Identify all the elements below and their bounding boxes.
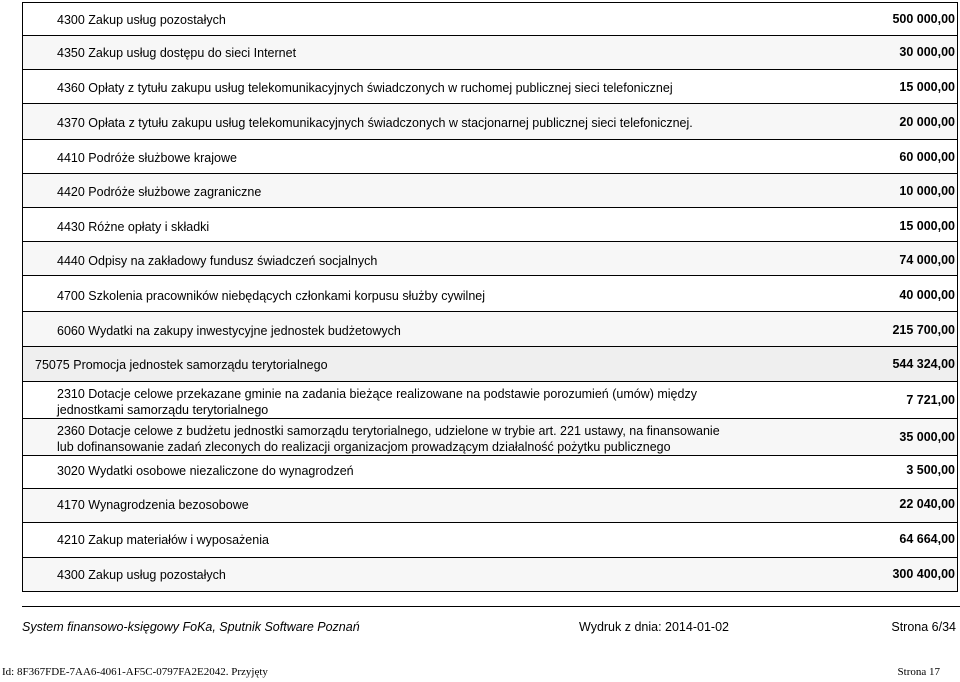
row-label: 4360 Opłaty z tytułu zakupu usług telekomunikacyjnych świadczonych w ruchomej publicznej sieci telefonicznej	[57, 81, 673, 95]
row-amount: 300 400,00	[892, 567, 955, 581]
table-row	[22, 2, 958, 36]
table-row	[22, 311, 958, 347]
row-amount: 500 000,00	[892, 12, 955, 26]
footer-page-number: Strona 6/34	[891, 620, 956, 634]
table-row	[22, 275, 958, 312]
table-row	[22, 455, 958, 489]
row-label: 2310 Dotacje celowe przekazane gminie na zadania bieżące realizowane na podstawie porozumień (umów) między jednostkami samorządu terytorialnego	[57, 387, 697, 417]
row-label: 4700 Szkolenia pracowników niebędących członkami korpusu służby cywilnej	[57, 289, 485, 303]
table-row	[22, 557, 958, 592]
row-amount: 64 664,00	[899, 532, 955, 546]
row-label: 4420 Podróże służbowe zagraniczne	[57, 185, 262, 199]
footer-system-name: System finansowo-księgowy FoKa, Sputnik Software Poznań	[22, 620, 360, 634]
table-row	[22, 173, 958, 208]
table-row	[22, 381, 958, 419]
row-label: 4410 Podróże służbowe krajowe	[57, 151, 237, 165]
row-label: 4300 Zakup usług pozostałych	[57, 13, 226, 27]
row-amount: 7 721,00	[906, 393, 955, 407]
budget-table	[22, 0, 958, 600]
page-number: Strona 17	[897, 666, 940, 678]
footer-print-date: Wydruk z dnia: 2014-01-02	[579, 620, 729, 634]
table-row	[22, 418, 958, 456]
table-row	[22, 35, 958, 70]
row-label: 4370 Opłata z tytułu zakupu usług telekomunikacyjnych świadczonych w stacjonarnej publicznej sieci telefonicznej.	[57, 116, 693, 130]
row-amount: 60 000,00	[899, 150, 955, 164]
row-amount: 74 000,00	[899, 253, 955, 267]
row-label: 4300 Zakup usług pozostałych	[57, 568, 226, 582]
row-label: 6060 Wydatki na zakupy inwestycyjne jednostek budżetowych	[57, 324, 401, 338]
row-amount: 40 000,00	[899, 288, 955, 302]
table-row	[22, 207, 958, 242]
table-row	[22, 241, 958, 276]
table-row	[22, 139, 958, 174]
row-amount: 30 000,00	[899, 45, 955, 59]
row-label: 4210 Zakup materiałów i wyposażenia	[57, 533, 269, 547]
row-amount: 20 000,00	[899, 115, 955, 129]
row-label: 2360 Dotacje celowe z budżetu jednostki samorządu terytorialnego, udzielone w trybie art. 221 ustawy, na finansowanie lub dofinansowanie zadań zleconych do realizacji organizacjom prowadzącym działalność pożytku publicznego	[57, 424, 720, 454]
section-label: 75075 Promocja jednostek samorządu terytorialnego	[35, 358, 328, 372]
row-amount: 3 500,00	[906, 463, 955, 477]
row-amount: 22 040,00	[899, 497, 955, 511]
table-row	[22, 522, 958, 558]
table-row	[22, 69, 958, 104]
section-amount: 544 324,00	[892, 357, 955, 371]
section-row	[22, 346, 958, 382]
row-label: 4350 Zakup usług dostępu do sieci Internet	[57, 46, 297, 60]
row-label: 4170 Wynagrodzenia bezosobowe	[57, 498, 249, 512]
row-label: 3020 Wydatki osobowe niezaliczone do wynagrodzeń	[57, 464, 354, 478]
document-id: Id: 8F367FDE-7AA6-4061-AF5C-0797FA2E2042. Przyjęty	[2, 666, 268, 678]
row-amount: 10 000,00	[899, 184, 955, 198]
row-label: 4430 Różne opłaty i składki	[57, 220, 210, 234]
row-label: 4440 Odpisy na zakładowy fundusz świadczeń socjalnych	[57, 254, 378, 268]
footer-divider	[22, 606, 960, 607]
table-row	[22, 103, 958, 140]
row-amount: 15 000,00	[899, 80, 955, 94]
row-amount: 15 000,00	[899, 219, 955, 233]
row-amount: 35 000,00	[899, 430, 955, 444]
row-amount: 215 700,00	[892, 323, 955, 337]
table-row	[22, 488, 958, 523]
